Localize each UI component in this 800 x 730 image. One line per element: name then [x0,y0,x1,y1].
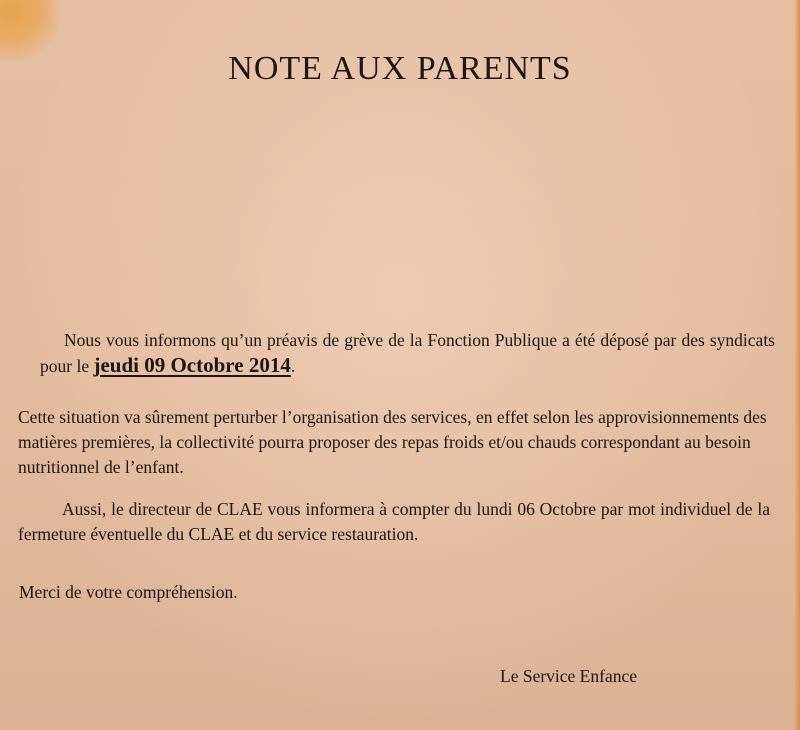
paragraph-service-impact: Cette situation va sûrement perturber l’organisation des services, en effet selon les approvisionnements des matières premières, la collectivité pourra proposer des repas froids et/ou chauds correspondant au besoin nutritionnel de l’enfant. [18,407,767,477]
strike-date: jeudi 09 Octobre 2014 [93,353,291,377]
strike-notice-text: Nous vous informons qu’un préavis de grève de la Fonction Publique a été déposé par des syndicats pour le [40,330,775,376]
document-title: NOTE AUX PARENTS [228,50,572,87]
right-edge-shadow [794,0,800,730]
closing-line: Merci de votre compréhension. [19,582,238,602]
strike-notice-end: . [290,356,296,376]
paragraph-strike-notice [40,328,775,379]
paragraph-director-info [18,497,770,547]
director-info-text: Aussi, le directeur de CLAE vous informera à compter du lundi 06 Octobre par mot individuel de la fermeture éventuelle du CLAE et du service restauration. [18,499,770,544]
signature: Le Service Enfance [500,666,638,686]
